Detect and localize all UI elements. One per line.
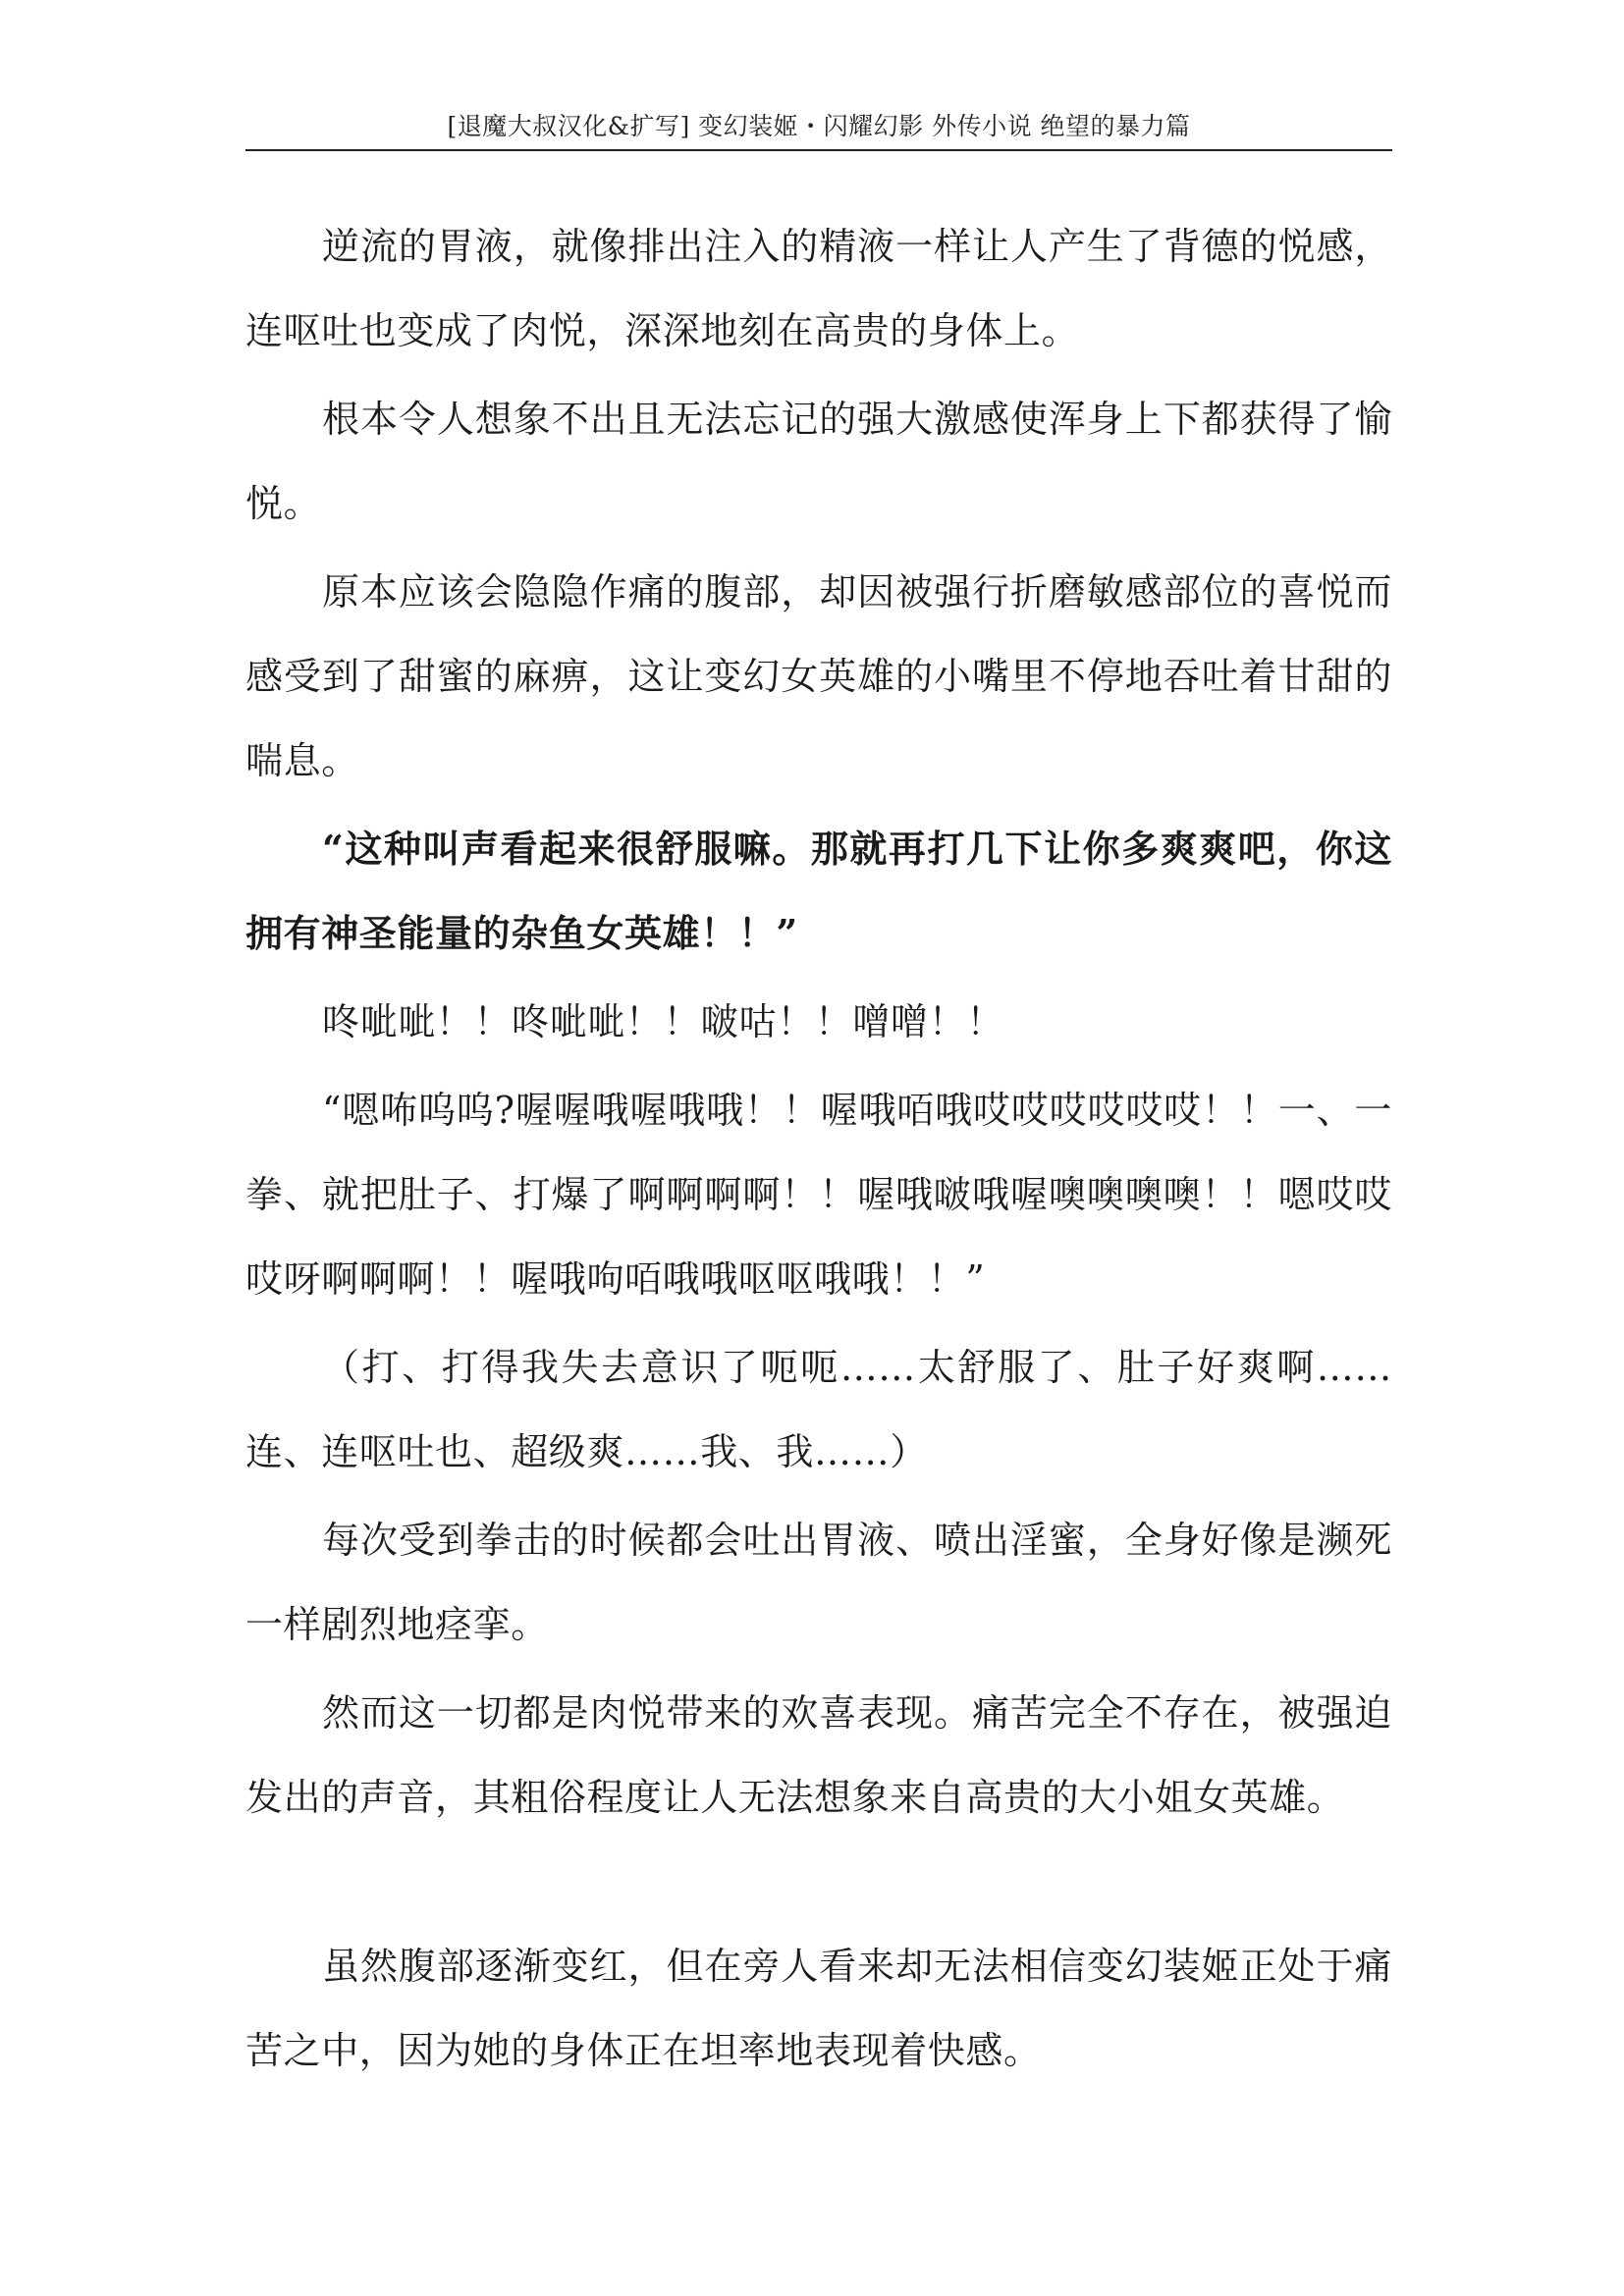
blank-line (245, 1843, 1392, 1924)
paragraph-2: 根本令人想象不出且无法忘记的强大激感使浑身上下都获得了愉悦。 (245, 398, 1392, 525)
document-body (245, 204, 1392, 2097)
paragraph-4-dialogue: “这种叫声看起来很舒服嘛。那就再打几下让你多爽爽吧，你这拥有神圣能量的杂鱼女英雄！！” (245, 827, 1392, 955)
paragraph-10: 虽然腹部逐渐变红，但在旁人看来却无法相信变幻装姬正处于痛苦之中，因为她的身体正在坦率地表现着快感。 (245, 1945, 1392, 2072)
paragraph-8: 每次受到拳击的时候都会吐出胃液、喷出淫蜜，全身好像是濒死一样剧烈地痉挛。 (245, 1519, 1392, 1646)
page-header: [退魔大叔汉化&扩写] 变幻装姬・闪耀幻影 外传小说 绝望的暴力篇 (447, 112, 1191, 140)
paragraph-6-dialogue: “嗯咘呜呜?喔喔哦喔哦哦！！喔哦咟哦哎哎哎哎哎哎！！一、一拳、就把肚子、打爆了啊啊啊啊！！喔哦啵哦喔噢噢噢噢！！嗯哎哎哎呀啊啊啊！！喔哦呴咟哦哦呕呕哦哦！！” (245, 1089, 1392, 1301)
paragraph-1: 逆流的胃液，就像排出注入的精液一样让人产生了背德的悦感，连呕吐也变成了肉悦，深深地刻在高贵的身体上。 (245, 225, 1392, 352)
paragraph-9: 然而这一切都是肉悦带来的欢喜表现。痛苦完全不存在，被强迫发出的声音，其粗俗程度让人无法想象来自高贵的大小姐女英雄。 (245, 1691, 1392, 1819)
paragraph-5-sfx: 咚呲呲！！咚呲呲！！啵咕！！噌噌！！ (322, 1000, 1004, 1043)
header-divider (245, 149, 1392, 151)
paragraph-7-thought: （打、打得我失去意识了呃呃……太舒服了、肚子好爽啊……连、连呕吐也、超级爽……我、我……） (245, 1346, 1392, 1473)
paragraph-3: 原本应该会隐隐作痛的腹部，却因被强行折磨敏感部位的喜悦而感受到了甜蜜的麻痹，这让变幻女英雄的小嘴里不停地吞吐着甘甜的喘息。 (245, 570, 1392, 782)
